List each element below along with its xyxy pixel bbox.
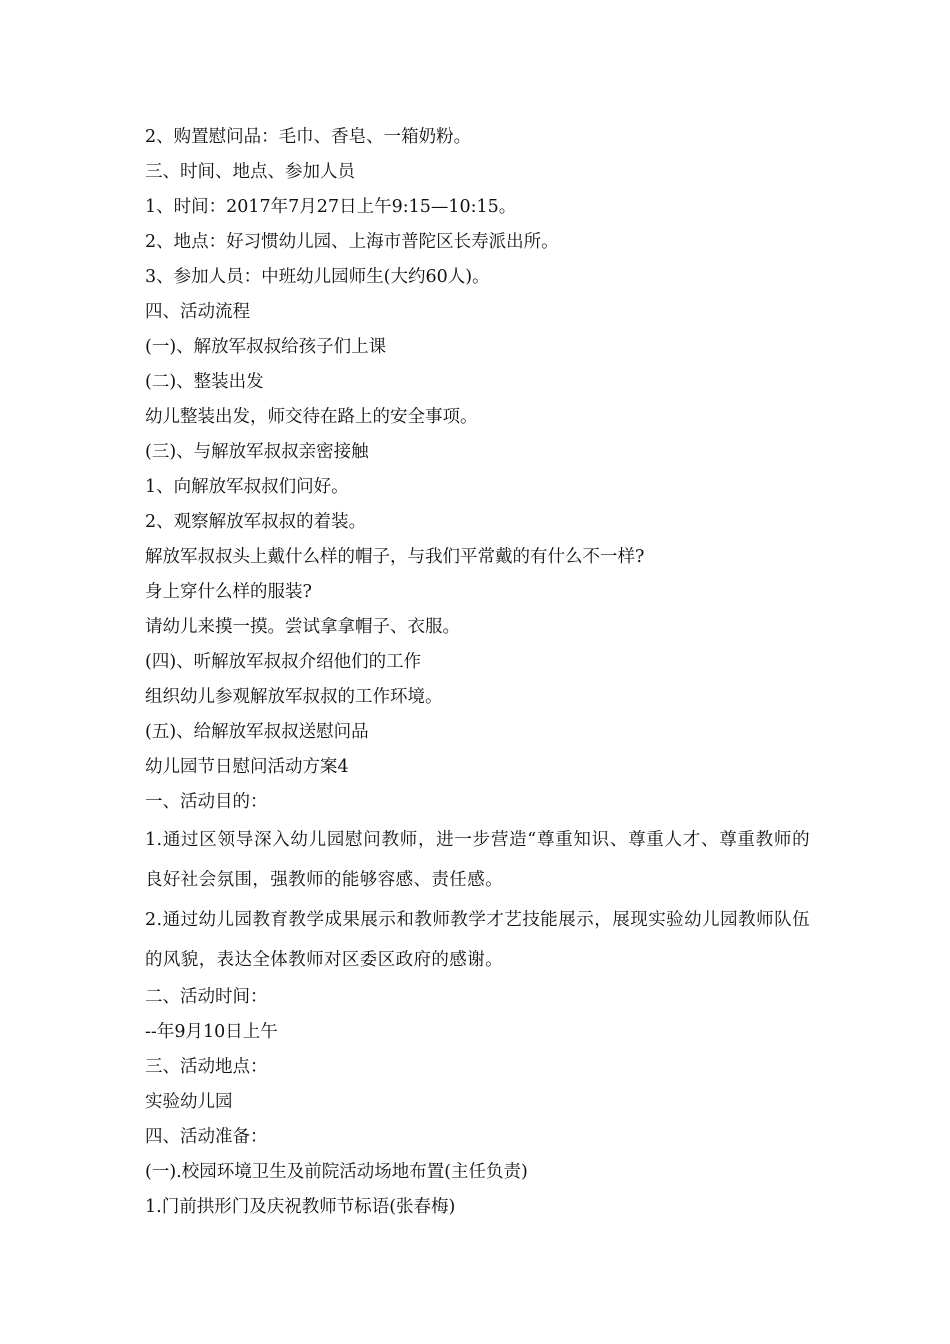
paragraph: 1.通过区领导深入幼儿园慰问教师，进一步营造“尊重知识、尊重人才、尊重教师的良好社会氛围，强教师的能够容感、责任感。 — [145, 830, 810, 890]
subsection-heading: (一)、解放军叔叔给孩子们上课 — [145, 337, 387, 357]
text-line: 实验幼儿园 — [145, 1092, 233, 1112]
document-title: 幼儿园节日慰问活动方案4 — [145, 757, 349, 777]
subsection-heading: (五)、给解放军叔叔送慰问品 — [145, 722, 369, 742]
subsection-heading: (四)、听解放军叔叔介绍他们的工作 — [145, 652, 422, 672]
text-line: 幼儿整装出发，师交待在路上的安全事项。 — [145, 407, 478, 427]
subsection-heading: (一).校园环境卫生及前院活动场地布置(主任负责) — [145, 1162, 528, 1182]
section-heading: 一、活动目的： — [145, 792, 268, 812]
text-line: 1、时间：2017年7月27日上午9:15—10:15。 — [145, 197, 517, 217]
text-line: --年9月10日上午 — [145, 1022, 278, 1042]
text-line: 1.门前拱形门及庆祝教师节标语(张春梅) — [145, 1197, 456, 1217]
subsection-heading: (二)、整装出发 — [145, 372, 264, 392]
text-line: 2、购置慰问品：毛巾、香皂、一箱奶粉。 — [145, 127, 472, 147]
text-line: 请幼儿来摸一摸。尝试拿拿帽子、衣服。 — [145, 617, 460, 637]
text-line: 2、观察解放军叔叔的着装。 — [145, 512, 367, 532]
section-heading: 四、活动流程 — [145, 302, 250, 322]
paragraph: 2.通过幼儿园教育教学成果展示和教师教学才艺技能展示，展现实验幼儿园教师队伍的风貌，表达全体教师对区委区政府的感谢。 — [145, 910, 810, 970]
text-line: 身上穿什么样的服装? — [145, 582, 312, 602]
subsection-heading: (三)、与解放军叔叔亲密接触 — [145, 442, 369, 462]
text-line: 解放军叔叔头上戴什么样的帽子，与我们平常戴的有什么不一样? — [145, 547, 645, 567]
text-line: 1、向解放军叔叔们问好。 — [145, 477, 349, 497]
section-heading: 二、活动时间： — [145, 987, 268, 1007]
section-heading: 三、时间、地点、参加人员 — [145, 162, 355, 182]
section-heading: 三、活动地点： — [145, 1057, 268, 1077]
text-line: 3、参加人员：中班幼儿园师生(大约60人)。 — [145, 267, 490, 287]
text-line: 组织幼儿参观解放军叔叔的工作环境。 — [145, 687, 443, 707]
document-body — [145, 120, 810, 1225]
text-line: 2、地点：好习惯幼儿园、上海市普陀区长寿派出所。 — [145, 232, 559, 252]
section-heading: 四、活动准备： — [145, 1127, 268, 1147]
